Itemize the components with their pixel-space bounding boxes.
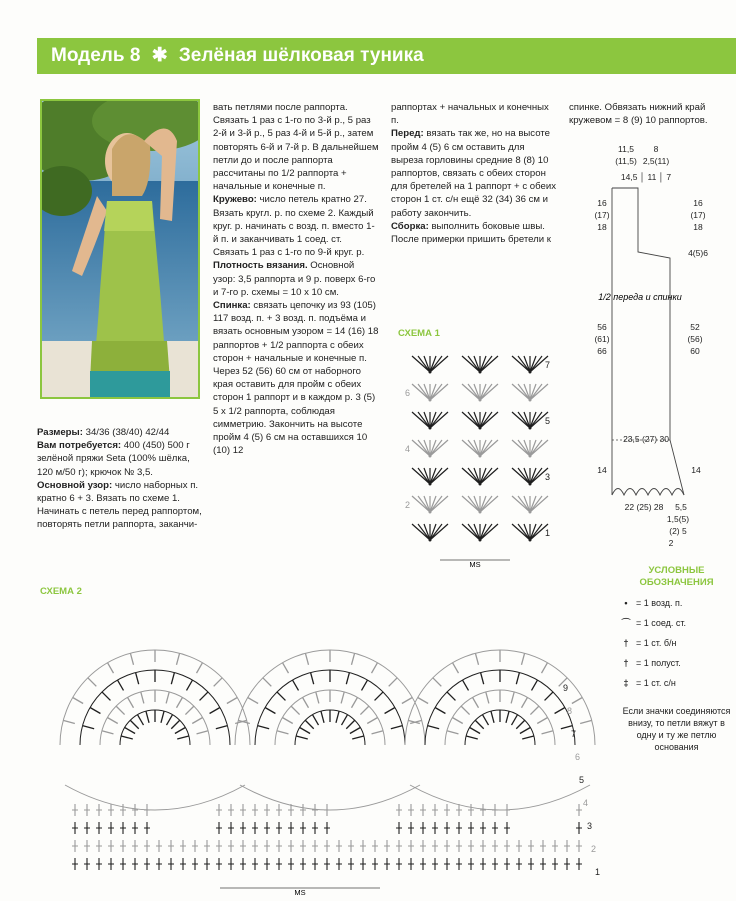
- legend-text: = 1 соед. ст.: [636, 618, 687, 628]
- schema2-stitch: [480, 858, 486, 870]
- schema2-stitch: [264, 858, 270, 870]
- lace-value: число петель кратно 27. Вязать кругл. р. по схеме 2. Каждый круг. р. начинать с возд. п. вместо 1-й п. и заканчивать 1 соед. ст. Связать 1 раз с 1-го по 9-й круг. р.: [213, 194, 375, 259]
- schema2-stitch: [192, 858, 198, 870]
- photo-illustration: [42, 101, 198, 397]
- schema2-row-number: 5: [579, 775, 585, 785]
- schema2-stitch: [576, 840, 582, 852]
- schema2-stitch: [144, 822, 150, 834]
- schema1-row-number: 4: [405, 444, 411, 454]
- schema2-stitch: [96, 822, 102, 834]
- slip-stitch-icon: ⌒: [621, 618, 631, 628]
- schema2-stitch: [252, 840, 258, 852]
- schema2-stitch: [120, 858, 126, 870]
- schema2-stitch: [528, 840, 534, 852]
- dim-top-2b: 2,5(11): [642, 156, 670, 166]
- schema1-fan-motif: [512, 524, 551, 542]
- dim-left-2: 56: [597, 322, 607, 332]
- schema2-stitch: [108, 858, 114, 870]
- schema2-stitch: [240, 804, 246, 816]
- legend-item: [619, 617, 734, 629]
- schema2-stitch: [516, 840, 522, 852]
- left-text-column: [37, 426, 202, 532]
- materials-label: Вам потребуется:: [37, 440, 122, 452]
- dim-left-1: 16: [597, 198, 607, 208]
- schema2-stitch: [504, 822, 510, 834]
- front-value: вязать так же, но на высоте пройм 4 (5) 6 см оставить для выреза горловины средние 8 (8) 10 раппортов, связать с обеих сторон для бретелей на 1 раппорт + с обеих сторон 1 ст. с/н ещё 32 (34) 36 см и работу закончить.: [391, 128, 556, 219]
- dim-left-1c: 18: [597, 222, 607, 232]
- schema2-stitch: [72, 840, 78, 852]
- schema2-stitch: [564, 840, 570, 852]
- schema2-stitch: [324, 822, 330, 834]
- dim-right-1b: (17): [690, 210, 706, 220]
- schema2-ms-label: MS: [294, 888, 306, 897]
- schema2-stitch: [276, 822, 282, 834]
- schema2-stitch: [132, 822, 138, 834]
- half-double-crochet-icon: †: [623, 658, 629, 668]
- schema2-fan: [235, 650, 425, 810]
- schema1-fan-motif: [412, 412, 448, 430]
- schema2-stitch: [444, 858, 450, 870]
- schema2-stitch: [324, 858, 330, 870]
- schema2-stitch: [504, 840, 510, 852]
- schema2-stitch: [288, 822, 294, 834]
- schema1-title: СХЕМА 1: [398, 328, 440, 339]
- schema2-stitch: [468, 822, 474, 834]
- schema2-stitch: [432, 822, 438, 834]
- schema1-row-number: 2: [405, 500, 411, 510]
- schema2-stitch: [540, 858, 546, 870]
- schema2-stitch: [72, 804, 78, 816]
- schema2-stitch: [420, 840, 426, 852]
- schema2-stitch: [264, 840, 270, 852]
- schema2-stitch: [120, 804, 126, 816]
- schema2-stitch: [360, 858, 366, 870]
- schema2-stitch: [288, 840, 294, 852]
- schema2-stitch: [252, 858, 258, 870]
- schema2-stitch: [480, 822, 486, 834]
- schema2-diagram: [30, 595, 618, 900]
- schema2-stitch: [84, 840, 90, 852]
- dim-left-2b: (61): [594, 334, 610, 344]
- single-crochet-icon: †: [623, 638, 629, 648]
- dim-bottom-width: 22 (25) 28: [624, 502, 664, 512]
- schema2-stitch: [444, 822, 450, 834]
- legend-note: Если значки соединяются внизу, то петли вяжут в одну и ту же петлю основания: [622, 706, 731, 752]
- schema1-fan-motif: [512, 440, 548, 458]
- schema1-row-number: 6: [405, 388, 411, 398]
- schema1-fan-motif: [462, 496, 498, 514]
- dim-top-1b: (11,5): [615, 156, 637, 166]
- schema2-stitch: [72, 858, 78, 870]
- back-value: связать цепочку из 93 (105) 117 возд. п. + 3 возд. п. подъёма и вязать основным узором = 14 (16) 18 раппортов + 1/2 раппорта с обеих сторон + начальные и конечные п. Через 52 (56) 60 см от наборного края оставить для пройм с обеих сторон 1 раппорт и в каждом р. 3 (5) 5 х 1/2 раппорта, соблюдая симметрию. Закончить на высоте пройм 4 (5) 6 см на оставшихся 10 (10) 12: [213, 300, 379, 457]
- schema1-row-number: 7: [545, 360, 551, 370]
- dim-right-1c: 18: [693, 222, 703, 232]
- schema1-rows: [405, 356, 550, 542]
- schema2-stitch: [468, 858, 474, 870]
- schema2-stitch: [480, 840, 486, 852]
- dim-right-3: 52: [690, 322, 700, 332]
- dim-right-3c: 60: [690, 346, 700, 356]
- schema2-stitch: [252, 804, 258, 816]
- schema2-row-number: 7: [571, 729, 577, 739]
- schema2-fans: [60, 650, 595, 810]
- assembly-label: Сборка:: [391, 220, 429, 232]
- schema1-fan-motif: [512, 496, 548, 514]
- schema1-fan-motif: [412, 356, 448, 374]
- schema2-base: [72, 804, 582, 870]
- schema2-row-number: 3: [587, 821, 593, 831]
- middle-text-column: [213, 101, 379, 457]
- title-bar: [37, 38, 736, 74]
- schema2-stitch: [216, 858, 222, 870]
- dim-top-row: 14,5 │ 11 │ 7: [620, 172, 672, 182]
- density-value: Основной узор: 3,5 раппорта и 9 р. поверх 6-го и 7-го р. схемы = 10 х 10 см.: [213, 260, 376, 298]
- schema2-stitch: [228, 840, 234, 852]
- schema2-stitch: [132, 804, 138, 816]
- pattern-label: Основной узор:: [37, 479, 113, 491]
- schema2-stitch: [216, 822, 222, 834]
- schema2-stitch: [300, 822, 306, 834]
- schema2-stitch: [528, 858, 534, 870]
- schema2-stitch: [240, 840, 246, 852]
- schema2-stitch: [204, 840, 210, 852]
- schema2-stitch: [228, 804, 234, 816]
- schema2-stitch: [408, 822, 414, 834]
- density-label: Плотность вязания.: [213, 260, 308, 272]
- dim-top-1: 11,5: [618, 144, 634, 154]
- sizes-value: 34/36 (38/40) 42/44: [82, 427, 170, 438]
- schema2-stitch: [456, 858, 462, 870]
- schema2-stitch: [312, 840, 318, 852]
- dim-left-3: 14: [597, 465, 607, 475]
- schema1-row-number: 3: [545, 472, 551, 482]
- schema2-stitch: [96, 858, 102, 870]
- schema2-stitch: [96, 840, 102, 852]
- legend: [619, 565, 734, 753]
- schema2-stitch: [288, 858, 294, 870]
- schema2-stitch: [396, 804, 402, 816]
- schema1-fan-motif: [462, 412, 498, 430]
- legend-item: [619, 637, 734, 649]
- schema2-stitch: [180, 858, 186, 870]
- dim-top-2: 8: [653, 144, 659, 154]
- schema2-stitch: [552, 858, 558, 870]
- schema2-stitch: [360, 840, 366, 852]
- schema2-stitch: [156, 840, 162, 852]
- schema2-stitch: [432, 804, 438, 816]
- schema1-fan-motif: [462, 384, 498, 402]
- schema1-row-number: 1: [545, 528, 551, 538]
- schema2-stitch: [408, 858, 414, 870]
- schema2-stitch: [336, 858, 342, 870]
- schema2-stitch: [552, 840, 558, 852]
- dim-left-1b: (17): [594, 210, 610, 220]
- schema1-fan-motif: [512, 412, 551, 430]
- dim-right-1: 16: [693, 198, 703, 208]
- schema1-fan-motif: [412, 440, 448, 458]
- schema2-title: СХЕМА 2: [40, 586, 82, 597]
- schema2-stitch: [564, 858, 570, 870]
- pattern-continued: вать петлями после раппорта. Связать 1 раз с 1-го по 3-й р., 5 раз 2-й и 3-й р., 5 раз 4-й и 5-й р., затем повторять 6-й и 7-й р. В дальнейшем петли до и после раппорта рассчитаны по 1/2 раппорта + начальные и конечные п.: [213, 102, 379, 193]
- schema2-stitch: [108, 840, 114, 852]
- legend-item: [619, 597, 734, 609]
- schema2-stitch: [276, 804, 282, 816]
- schema2-row-number: 9: [563, 683, 569, 693]
- chain-stitch-icon: •: [624, 598, 628, 608]
- legend-text: = 1 ст. с/н: [636, 678, 676, 688]
- schema2-stitch: [240, 822, 246, 834]
- schema1-ms-label: MS: [469, 560, 481, 569]
- schema1-fan-motif: [412, 468, 448, 486]
- dim-mid-width: 23,5 (27) 30: [623, 434, 669, 444]
- schema2-stitch: [144, 840, 150, 852]
- schema2-stitch: [492, 822, 498, 834]
- schema2-stitch: [384, 858, 390, 870]
- schema2-stitch: [300, 804, 306, 816]
- pattern-center-label: 1/2 переда и спинки: [598, 292, 682, 302]
- assembly-value: выполнить боковые швы. После примерки пришить бретели к: [391, 220, 551, 246]
- pattern-value: число наборных п. кратно 6 + 3. Вязать по схеме 1. Начинать с петель перед раппортом, повторять петли раппорта, заканчи-: [37, 479, 202, 531]
- schema2-stitch: [444, 804, 450, 816]
- schema2-stitch: [264, 822, 270, 834]
- schema2-stitch: [132, 840, 138, 852]
- front-label: Перед:: [391, 128, 424, 140]
- schema2-stitch: [504, 858, 510, 870]
- schema2-stitch: [180, 840, 186, 852]
- dim-bottom-right-b: 1,5(5): [666, 514, 690, 524]
- schema2-stitch: [384, 840, 390, 852]
- schema2-stitch: [264, 804, 270, 816]
- schema2-stitch: [300, 858, 306, 870]
- legend-item: [619, 657, 734, 669]
- legend-title: УСЛОВНЫЕ ОБОЗНАЧЕНИЯ: [639, 565, 714, 588]
- schema2-stitch: [216, 804, 222, 816]
- schema2-stitch: [372, 858, 378, 870]
- far-right-text: спинке. Обвязать нижний край кружевом = 8 (9) 10 раппортов.: [569, 102, 708, 127]
- legend-text: = 1 возд. п.: [636, 598, 683, 608]
- legend-text: = 1 полуст.: [636, 658, 681, 668]
- schema2-stitch: [432, 840, 438, 852]
- schema2-stitch: [408, 840, 414, 852]
- schema1-diagram: [400, 345, 560, 570]
- schema2-row-number: 4: [583, 798, 589, 808]
- right-text-column: [391, 101, 556, 246]
- schema2-stitch: [96, 804, 102, 816]
- schema1-fan-motif: [512, 356, 551, 374]
- sizes-label: Размеры:: [37, 427, 83, 438]
- schema2-stitch: [204, 858, 210, 870]
- schema2-stitch: [396, 840, 402, 852]
- dim-bottom-right-c: (2) 5: [669, 526, 687, 536]
- schema2-stitch: [456, 822, 462, 834]
- schema1-fan-motif: [462, 468, 498, 486]
- schema2-stitch: [168, 840, 174, 852]
- schema2-stitch: [252, 822, 258, 834]
- schema2-stitch: [420, 822, 426, 834]
- legend-item: [619, 677, 734, 689]
- schema2-stitch: [468, 840, 474, 852]
- dim-left-2c: 66: [597, 346, 607, 356]
- schema2-stitch: [72, 822, 78, 834]
- materials-value: 400 (450) 500 г зелёной пряжи Seta (100% шёлка, 120 м/50 г); крючок № 3,5.: [37, 440, 190, 478]
- dim-bottom-right-d: 2: [668, 538, 674, 548]
- schema2-stitch: [372, 840, 378, 852]
- schema2-stitch: [108, 804, 114, 816]
- schema2-stitch: [132, 858, 138, 870]
- model-number: Модель 8: [51, 45, 141, 66]
- schema2-stitch: [84, 804, 90, 816]
- schema2-stitch: [192, 840, 198, 852]
- schema2-stitch: [396, 822, 402, 834]
- schema2-stitch: [576, 804, 582, 816]
- schema2-stitch: [276, 840, 282, 852]
- schema2-stitch: [432, 858, 438, 870]
- schema2-row-numbers: [563, 683, 600, 877]
- dim-bottom-right: 5,5: [675, 502, 687, 512]
- schema2-stitch: [84, 858, 90, 870]
- schema2-stitch: [408, 804, 414, 816]
- schema2-stitch: [156, 858, 162, 870]
- schema1-fan-motif: [412, 384, 448, 402]
- back-continued: раппортах + начальных и конечных п.: [391, 102, 549, 127]
- star-icon: ✱: [151, 45, 168, 66]
- schema1-fan-motif: [462, 440, 498, 458]
- schema2-stitch: [540, 840, 546, 852]
- schema2-stitch: [144, 858, 150, 870]
- double-crochet-icon: ‡: [623, 678, 629, 688]
- lace-label: Кружево:: [213, 194, 257, 206]
- schema2-stitch: [228, 822, 234, 834]
- schema2-stitch: [108, 822, 114, 834]
- dim-right-3b: (56): [687, 334, 703, 344]
- schema2-row-number: 1: [595, 867, 601, 877]
- schema2-stitch: [348, 858, 354, 870]
- schema2-stitch: [336, 840, 342, 852]
- schema2-stitch: [240, 858, 246, 870]
- schema1-fan-motif: [512, 468, 551, 486]
- legend-text: = 1 ст. б/н: [636, 638, 677, 648]
- model-photo: [40, 99, 200, 399]
- dim-right-4: 14: [691, 465, 701, 475]
- schema2-stitch: [420, 858, 426, 870]
- schema2-stitch: [168, 858, 174, 870]
- schema2-stitch: [420, 804, 426, 816]
- schema2-stitch: [348, 840, 354, 852]
- schema1-fan-motif: [412, 524, 448, 542]
- schema2-stitch: [576, 858, 582, 870]
- schema2-stitch: [120, 822, 126, 834]
- schema2-stitch: [468, 804, 474, 816]
- schema2-stitch: [228, 858, 234, 870]
- schema1-fan-motif: [512, 384, 548, 402]
- schema2-stitch: [312, 804, 318, 816]
- schema2-stitch: [84, 822, 90, 834]
- schema2-stitch: [480, 804, 486, 816]
- schema2-fan: [405, 650, 595, 810]
- schema1-fan-motif: [462, 356, 498, 374]
- schema1-fan-motif: [412, 496, 448, 514]
- schema2-stitch: [312, 822, 318, 834]
- schema1-fan-motif: [462, 524, 498, 542]
- schema2-stitch: [516, 858, 522, 870]
- schema2-fan: [60, 650, 250, 810]
- schema2-stitch: [324, 840, 330, 852]
- dim-right-2: 4(5)6: [688, 248, 708, 258]
- page-title: Зелёная шёлковая туника: [178, 45, 424, 66]
- schema2-row-number: 6: [575, 752, 581, 762]
- schema2-row-number: 2: [591, 844, 597, 854]
- schema2-stitch: [120, 840, 126, 852]
- schema2-stitch: [492, 858, 498, 870]
- schema2-stitch: [300, 840, 306, 852]
- schema2-stitch: [444, 840, 450, 852]
- schema2-stitch: [276, 858, 282, 870]
- schema2-row-number: 8: [567, 706, 573, 716]
- schema2-stitch: [312, 858, 318, 870]
- schema2-stitch: [216, 840, 222, 852]
- schema2-stitch: [492, 840, 498, 852]
- schema2-stitch: [456, 840, 462, 852]
- garment-pattern-diagram: [588, 140, 736, 560]
- back-label: Спинка:: [213, 300, 251, 312]
- schema1-row-number: 5: [545, 416, 551, 426]
- schema2-stitch: [396, 858, 402, 870]
- schema2-stitch: [576, 822, 582, 834]
